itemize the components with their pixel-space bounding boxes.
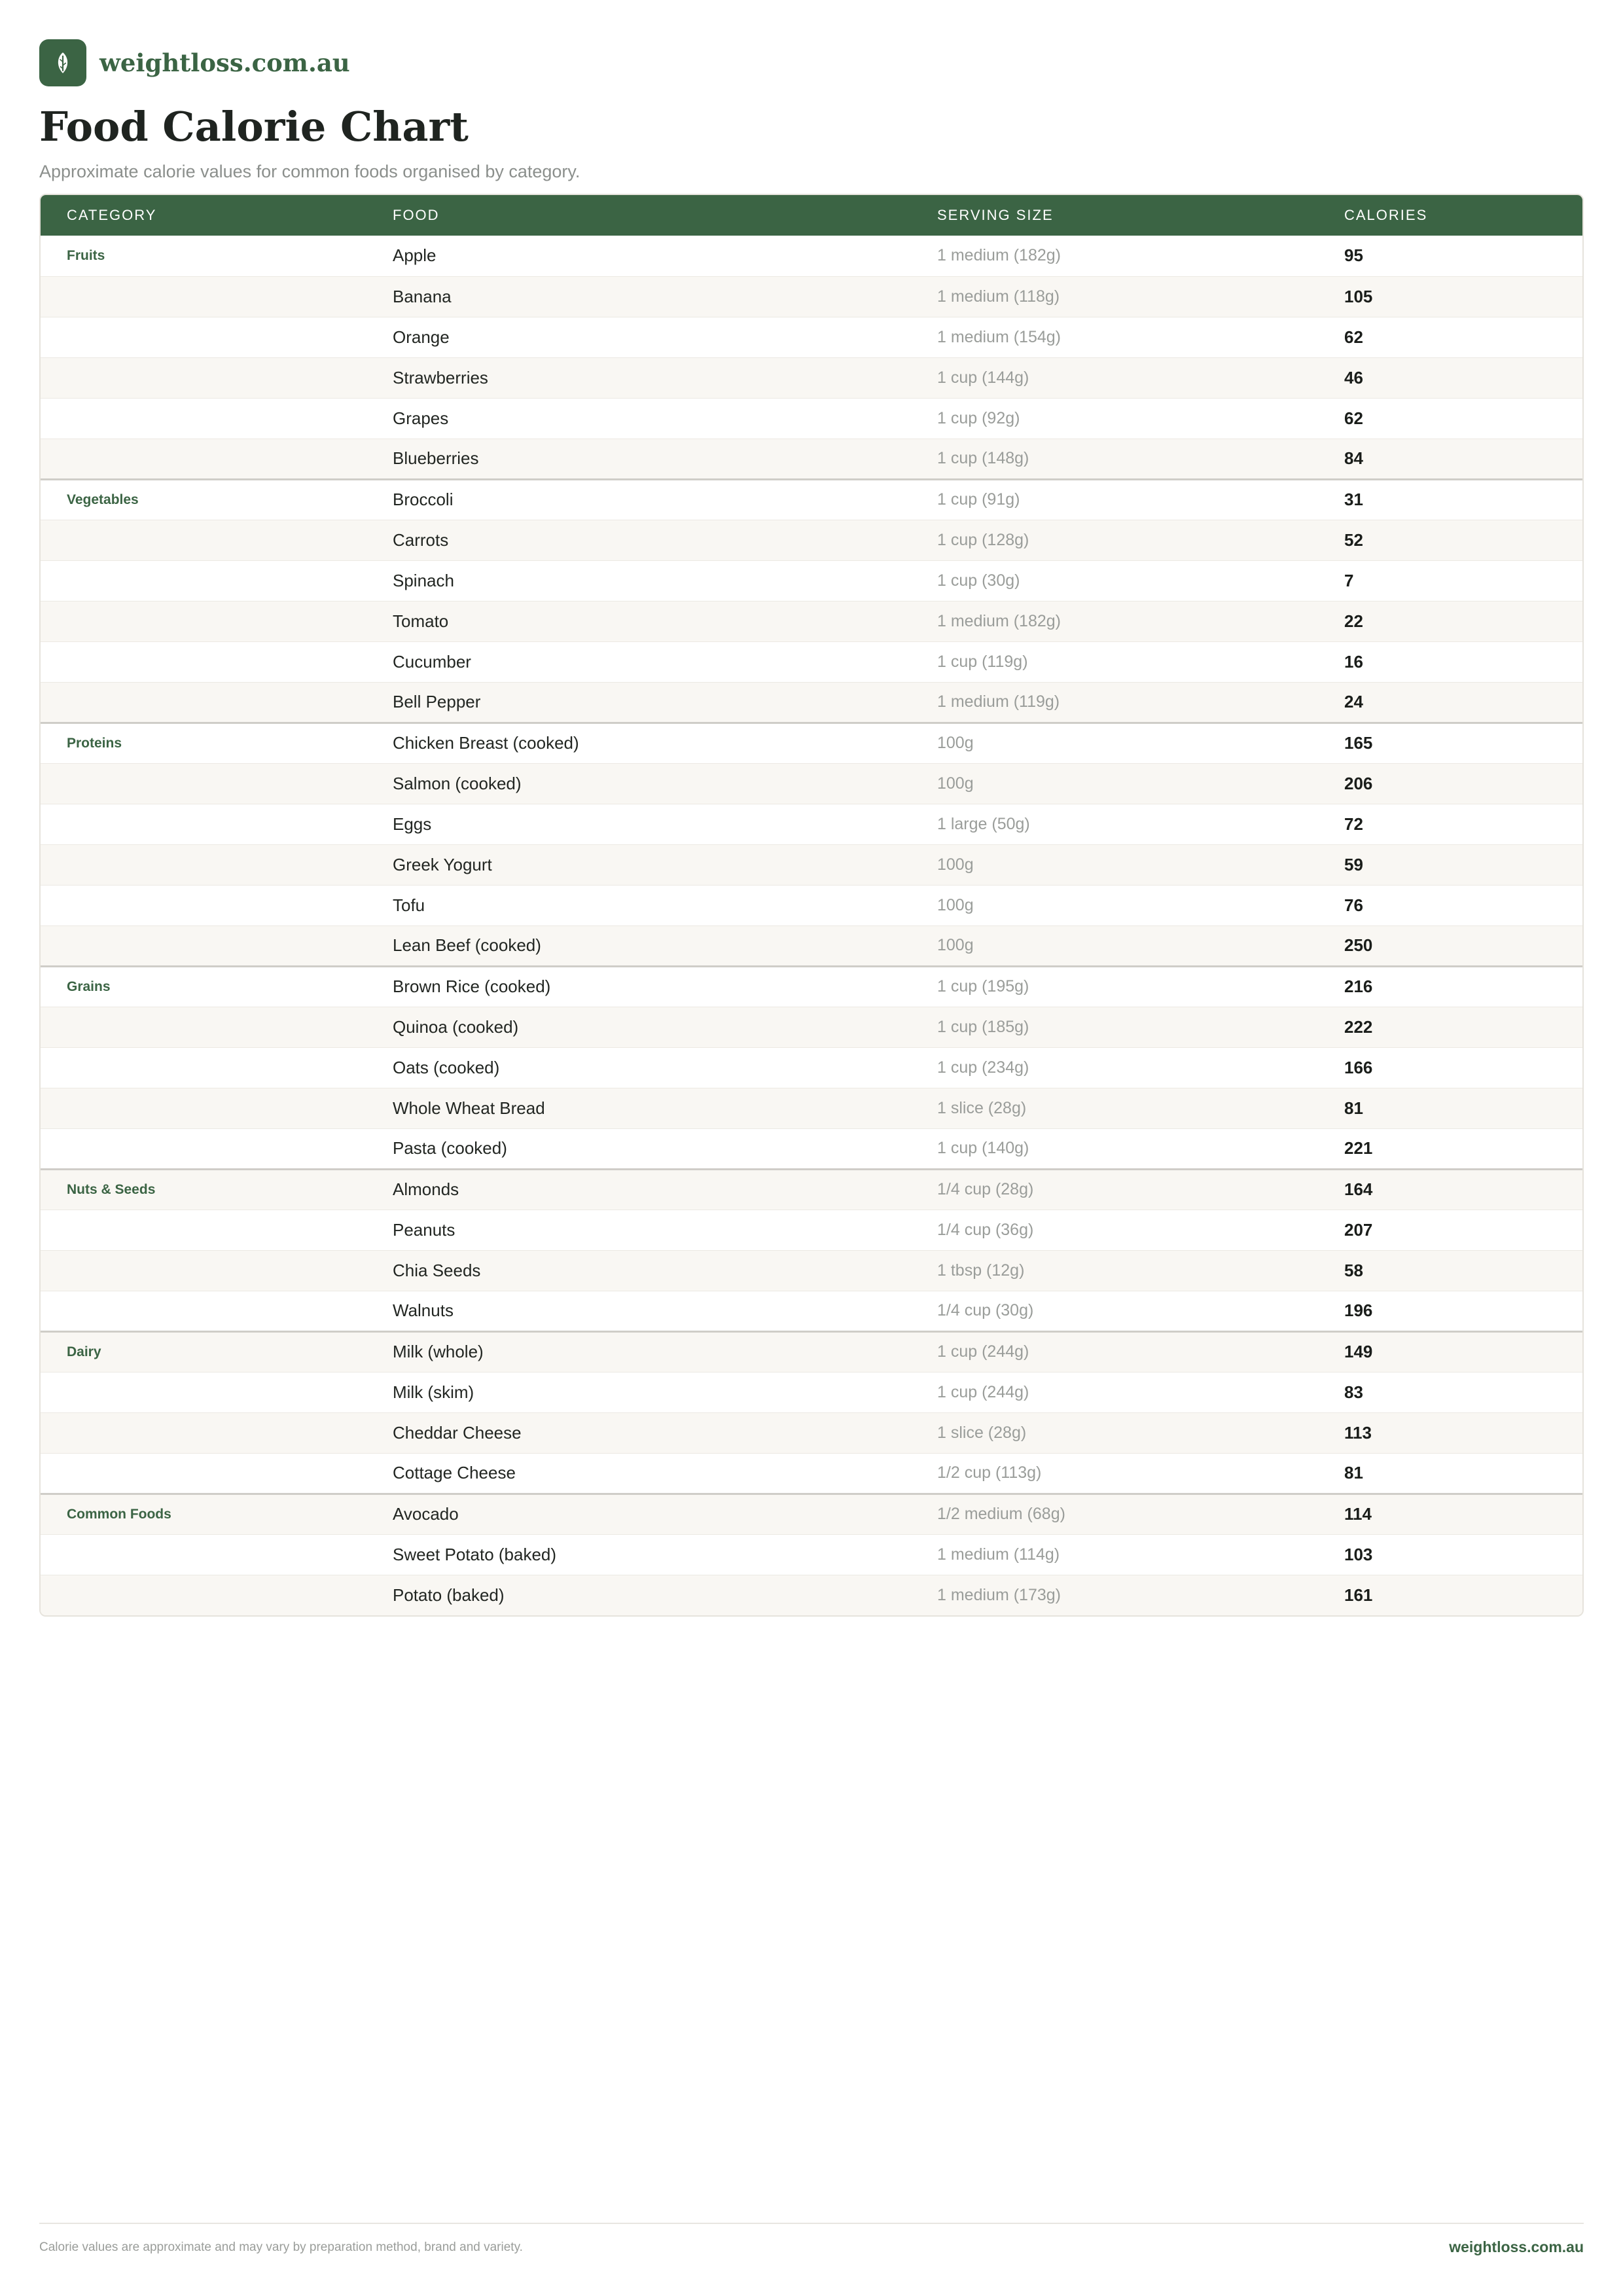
category-cell: Vegetables bbox=[41, 479, 366, 520]
table-row bbox=[41, 1291, 1584, 1331]
calories-cell: 84 bbox=[1318, 439, 1584, 479]
serving-size-cell: 1/4 cup (28g) bbox=[911, 1169, 1318, 1210]
header-category: CATEGORY bbox=[67, 207, 157, 223]
table-row bbox=[41, 1412, 1584, 1453]
category-cell bbox=[41, 276, 366, 317]
food-cell: Strawberries bbox=[366, 357, 911, 398]
table-row bbox=[41, 357, 1584, 398]
category-cell: Common Foods bbox=[41, 1494, 366, 1534]
serving-size-cell: 1 medium (118g) bbox=[911, 276, 1318, 317]
table-header-row bbox=[41, 195, 1584, 236]
serving-size-cell: 1 cup (144g) bbox=[911, 357, 1318, 398]
serving-size-cell: 1 slice (28g) bbox=[911, 1412, 1318, 1453]
table-row bbox=[41, 236, 1584, 276]
calories-cell: 22 bbox=[1318, 601, 1584, 641]
food-cell: Quinoa (cooked) bbox=[366, 1007, 911, 1047]
category-cell bbox=[41, 520, 366, 560]
category-cell bbox=[41, 885, 366, 925]
serving-size-cell: 1/4 cup (36g) bbox=[911, 1210, 1318, 1250]
serving-size-cell: 1 cup (30g) bbox=[911, 560, 1318, 601]
category-cell bbox=[41, 1534, 366, 1575]
footer-site-link[interactable]: weightloss.com.au bbox=[1449, 2238, 1584, 2255]
calories-cell: 72 bbox=[1318, 804, 1584, 844]
table-row bbox=[41, 1534, 1584, 1575]
calories-cell: 103 bbox=[1318, 1534, 1584, 1575]
table-body bbox=[41, 236, 1584, 1615]
food-cell: Bell Pepper bbox=[366, 682, 911, 723]
category-cell bbox=[41, 763, 366, 804]
category-cell bbox=[41, 601, 366, 641]
calories-cell: 62 bbox=[1318, 317, 1584, 357]
category-cell bbox=[41, 1128, 366, 1169]
food-cell: Chia Seeds bbox=[366, 1250, 911, 1291]
serving-size-cell: 1 slice (28g) bbox=[911, 1088, 1318, 1128]
table-row bbox=[41, 966, 1584, 1007]
leaf-icon bbox=[39, 39, 86, 86]
table-row bbox=[41, 925, 1584, 966]
food-cell: Sweet Potato (baked) bbox=[366, 1534, 911, 1575]
food-cell: Walnuts bbox=[366, 1291, 911, 1331]
page-title: Food Calorie Chart bbox=[39, 103, 469, 151]
food-cell: Greek Yogurt bbox=[366, 844, 911, 885]
table-row bbox=[41, 844, 1584, 885]
food-cell: Milk (whole) bbox=[366, 1331, 911, 1372]
table-row bbox=[41, 1169, 1584, 1210]
calories-cell: 165 bbox=[1318, 723, 1584, 763]
table-row bbox=[41, 1047, 1584, 1088]
food-cell: Grapes bbox=[366, 398, 911, 439]
category-cell bbox=[41, 560, 366, 601]
table-row bbox=[41, 601, 1584, 641]
table-row bbox=[41, 1575, 1584, 1615]
footnote: Calorie values are approximate and may vary by preparation method, brand and variety. bbox=[39, 2240, 523, 2254]
table-row bbox=[41, 1372, 1584, 1412]
food-cell: Lean Beef (cooked) bbox=[366, 925, 911, 966]
calories-cell: 221 bbox=[1318, 1128, 1584, 1169]
calories-cell: 7 bbox=[1318, 560, 1584, 601]
food-cell: Eggs bbox=[366, 804, 911, 844]
serving-size-cell: 1 cup (119g) bbox=[911, 641, 1318, 682]
serving-size-cell: 1 medium (173g) bbox=[937, 1585, 1061, 1604]
category-cell bbox=[41, 1210, 366, 1250]
category-cell bbox=[41, 1372, 366, 1412]
serving-size-cell: 1/2 medium (68g) bbox=[911, 1494, 1318, 1534]
food-cell: Spinach bbox=[366, 560, 911, 601]
food-cell: Cheddar Cheese bbox=[366, 1412, 911, 1453]
table-row bbox=[41, 276, 1584, 317]
serving-size-cell: 1 cup (234g) bbox=[911, 1047, 1318, 1088]
serving-size-cell: 1 cup (185g) bbox=[911, 1007, 1318, 1047]
category-cell bbox=[41, 1047, 366, 1088]
calories-cell: 81 bbox=[1318, 1088, 1584, 1128]
category-cell: Proteins bbox=[41, 723, 366, 763]
food-cell: Whole Wheat Bread bbox=[366, 1088, 911, 1128]
serving-size-cell: 1 cup (91g) bbox=[911, 479, 1318, 520]
food-cell: Cucumber bbox=[366, 641, 911, 682]
food-cell: Salmon (cooked) bbox=[366, 763, 911, 804]
calories-cell: 161 bbox=[1344, 1585, 1373, 1605]
serving-size-cell: 1 cup (244g) bbox=[911, 1372, 1318, 1412]
food-cell: Peanuts bbox=[366, 1210, 911, 1250]
serving-size-cell: 1 large (50g) bbox=[911, 804, 1318, 844]
category-cell bbox=[41, 925, 366, 966]
food-cell: Pasta (cooked) bbox=[366, 1128, 911, 1169]
table-row bbox=[41, 439, 1584, 479]
calories-cell: 52 bbox=[1318, 520, 1584, 560]
serving-size-cell: 100g bbox=[911, 925, 1318, 966]
food-cell: Chicken Breast (cooked) bbox=[366, 723, 911, 763]
table-row bbox=[41, 804, 1584, 844]
serving-size-cell: 1 medium (182g) bbox=[911, 601, 1318, 641]
table-row bbox=[41, 1453, 1584, 1494]
serving-size-cell: 100g bbox=[911, 763, 1318, 804]
calories-cell: 59 bbox=[1318, 844, 1584, 885]
category-cell bbox=[41, 1250, 366, 1291]
calories-cell: 46 bbox=[1318, 357, 1584, 398]
category-cell bbox=[41, 317, 366, 357]
category-cell: Grains bbox=[41, 966, 366, 1007]
serving-size-cell: 1 medium (119g) bbox=[911, 682, 1318, 723]
category-cell bbox=[41, 439, 366, 479]
calories-cell: 58 bbox=[1318, 1250, 1584, 1291]
header-calories: CALORIES bbox=[1344, 207, 1428, 223]
serving-size-cell: 100g bbox=[911, 844, 1318, 885]
header-food: FOOD bbox=[393, 207, 440, 223]
calories-cell: 166 bbox=[1318, 1047, 1584, 1088]
table-row bbox=[41, 1088, 1584, 1128]
food-cell: Tomato bbox=[366, 601, 911, 641]
category-cell: Fruits bbox=[41, 236, 366, 276]
calories-cell: 62 bbox=[1318, 398, 1584, 439]
serving-size-cell: 1 medium (182g) bbox=[911, 236, 1318, 276]
table-row bbox=[41, 682, 1584, 723]
table-row bbox=[41, 398, 1584, 439]
table-row bbox=[41, 1128, 1584, 1169]
food-cell: Brown Rice (cooked) bbox=[366, 966, 911, 1007]
category-cell: Nuts & Seeds bbox=[41, 1169, 366, 1210]
table-row bbox=[41, 1494, 1584, 1534]
calorie-table-container bbox=[39, 194, 1584, 1617]
food-cell: Apple bbox=[366, 236, 911, 276]
page bbox=[39, 39, 1584, 1605]
serving-size-cell: 100g bbox=[911, 885, 1318, 925]
category-cell bbox=[41, 844, 366, 885]
serving-size-cell: 1 cup (244g) bbox=[911, 1331, 1318, 1372]
table-row bbox=[41, 641, 1584, 682]
category-cell bbox=[41, 1575, 366, 1615]
serving-size-cell: 1 cup (92g) bbox=[911, 398, 1318, 439]
category-cell bbox=[41, 1412, 366, 1453]
food-cell: Blueberries bbox=[366, 439, 911, 479]
serving-size-cell: 1/4 cup (30g) bbox=[911, 1291, 1318, 1331]
food-cell: Almonds bbox=[366, 1169, 911, 1210]
calories-cell: 83 bbox=[1318, 1372, 1584, 1412]
serving-size-cell: 1 medium (154g) bbox=[911, 317, 1318, 357]
food-cell: Milk (skim) bbox=[366, 1372, 911, 1412]
serving-size-cell: 1/2 cup (113g) bbox=[911, 1453, 1318, 1494]
table-row bbox=[41, 520, 1584, 560]
food-cell: Orange bbox=[366, 317, 911, 357]
serving-size-cell: 1 cup (195g) bbox=[911, 966, 1318, 1007]
table-row bbox=[41, 560, 1584, 601]
calories-cell: 164 bbox=[1318, 1169, 1584, 1210]
category-cell bbox=[41, 641, 366, 682]
table-row bbox=[41, 1331, 1584, 1372]
serving-size-cell: 1 cup (140g) bbox=[911, 1128, 1318, 1169]
serving-size-cell: 1 tbsp (12g) bbox=[911, 1250, 1318, 1291]
calories-cell: 222 bbox=[1318, 1007, 1584, 1047]
serving-size-cell: 1 cup (148g) bbox=[911, 439, 1318, 479]
category-cell bbox=[41, 804, 366, 844]
serving-size-cell: 100g bbox=[911, 723, 1318, 763]
calories-cell: 206 bbox=[1318, 763, 1584, 804]
header-serving-size: SERVING SIZE bbox=[937, 207, 1054, 223]
table-row bbox=[41, 1007, 1584, 1047]
calories-cell: 24 bbox=[1318, 682, 1584, 723]
food-cell: Carrots bbox=[366, 520, 911, 560]
table-row bbox=[41, 763, 1584, 804]
calories-cell: 105 bbox=[1318, 276, 1584, 317]
food-cell: Banana bbox=[366, 276, 911, 317]
calories-cell: 196 bbox=[1318, 1291, 1584, 1331]
calories-cell: 16 bbox=[1318, 641, 1584, 682]
brand-name: weightloss.com.au bbox=[99, 48, 350, 77]
calories-cell: 207 bbox=[1318, 1210, 1584, 1250]
calories-cell: 149 bbox=[1318, 1331, 1584, 1372]
category-cell: Dairy bbox=[41, 1331, 366, 1372]
category-cell bbox=[41, 1088, 366, 1128]
calories-cell: 81 bbox=[1318, 1453, 1584, 1494]
calories-cell: 114 bbox=[1318, 1494, 1584, 1534]
table-row bbox=[41, 1250, 1584, 1291]
category-cell bbox=[41, 1453, 366, 1494]
category-cell bbox=[41, 1291, 366, 1331]
category-cell bbox=[41, 1007, 366, 1047]
footer bbox=[39, 2223, 1584, 2256]
category-cell bbox=[41, 357, 366, 398]
table-row bbox=[41, 317, 1584, 357]
category-cell bbox=[41, 682, 366, 723]
calories-cell: 76 bbox=[1318, 885, 1584, 925]
calories-cell: 250 bbox=[1318, 925, 1584, 966]
table-row bbox=[41, 479, 1584, 520]
calories-cell: 216 bbox=[1318, 966, 1584, 1007]
category-cell bbox=[41, 398, 366, 439]
calories-cell: 31 bbox=[1318, 479, 1584, 520]
calories-cell: 113 bbox=[1318, 1412, 1584, 1453]
food-cell: Oats (cooked) bbox=[366, 1047, 911, 1088]
food-cell: Avocado bbox=[366, 1494, 911, 1534]
serving-size-cell: 1 cup (128g) bbox=[911, 520, 1318, 560]
calories-cell: 95 bbox=[1318, 236, 1584, 276]
table-row bbox=[41, 1210, 1584, 1250]
food-cell: Tofu bbox=[366, 885, 911, 925]
food-cell: Potato (baked) bbox=[393, 1585, 505, 1605]
page-subtitle: Approximate calorie values for common foods organised by category. bbox=[39, 162, 580, 181]
brand-header bbox=[39, 39, 1584, 86]
table-row bbox=[41, 723, 1584, 763]
table-row bbox=[41, 885, 1584, 925]
calorie-table bbox=[41, 195, 1584, 1615]
serving-size-cell: 1 medium (114g) bbox=[911, 1534, 1318, 1575]
food-cell: Broccoli bbox=[366, 479, 911, 520]
food-cell: Cottage Cheese bbox=[366, 1453, 911, 1494]
